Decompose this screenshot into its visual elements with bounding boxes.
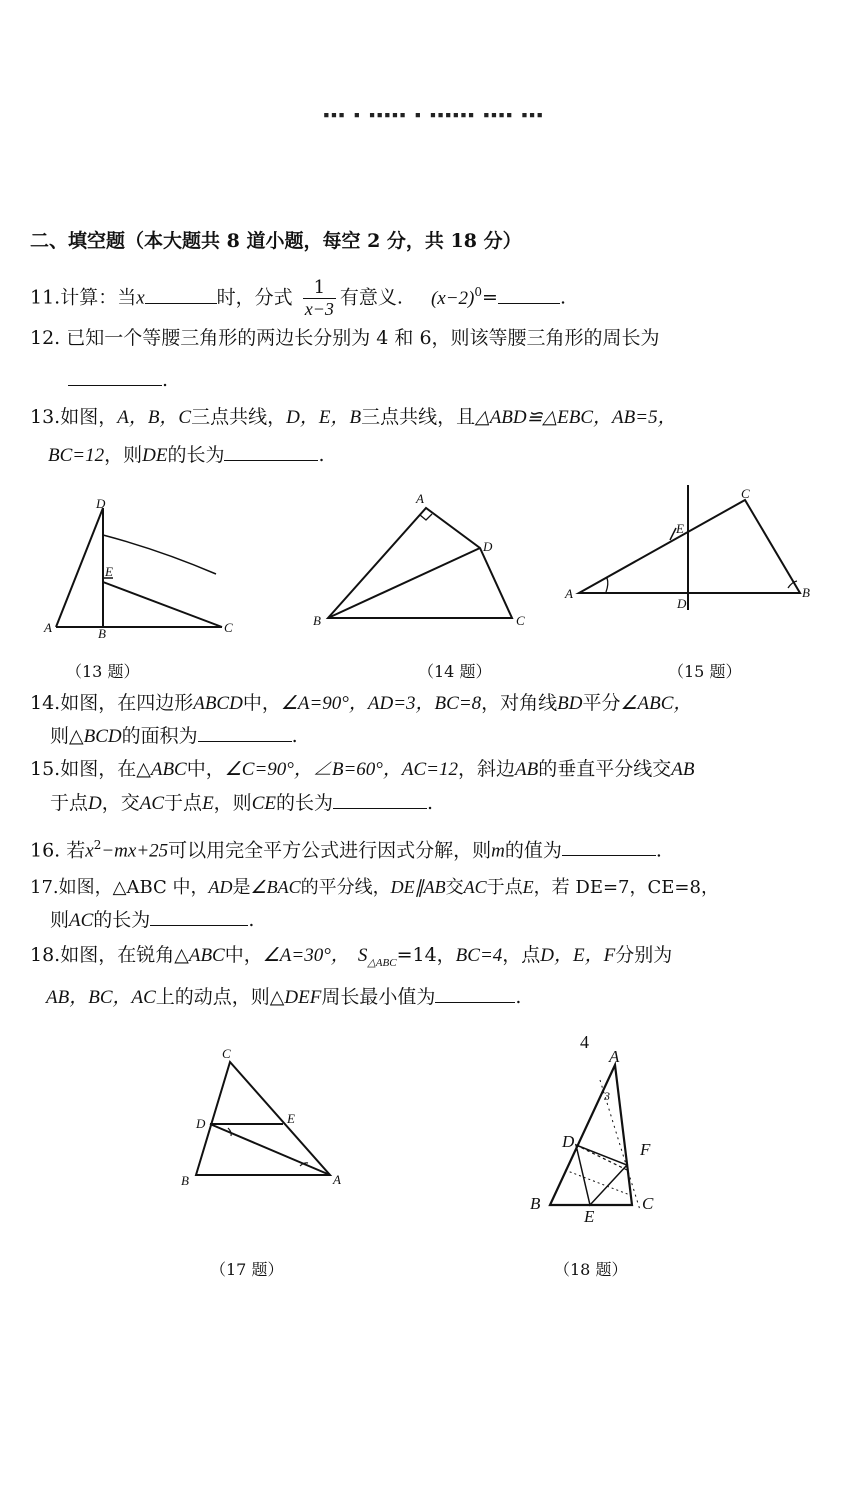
q18-t2: ABC xyxy=(188,945,225,966)
q17-t5: 的平分线， xyxy=(300,877,391,898)
q13-t2: A，B，C xyxy=(117,407,192,428)
q11-power-exp: 0 xyxy=(474,285,483,300)
q15-t6: AB xyxy=(515,759,539,780)
f17-label-e: E xyxy=(287,1111,295,1126)
q17-t11: ，若 DE=7，CE=8， xyxy=(533,877,719,898)
q15-t14: E xyxy=(202,793,214,814)
question-11 xyxy=(30,278,566,319)
q18-end: . xyxy=(515,986,522,1008)
figure-18 xyxy=(530,1032,654,1226)
q15-t15: ，则 xyxy=(213,792,252,814)
q13-t9: DE xyxy=(142,445,168,466)
q11-end: . xyxy=(559,286,566,309)
q14-blank[interactable] xyxy=(198,723,292,742)
q13-t5: 三点共线，且 xyxy=(361,406,476,428)
question-13-line1 xyxy=(30,404,677,431)
q18-t5: S xyxy=(357,945,368,966)
q17-end: . xyxy=(248,909,255,931)
q17-t9: 于点 xyxy=(486,877,523,898)
q12-end: . xyxy=(162,369,169,391)
f15-label-e: E xyxy=(676,521,684,536)
figures-row-1 xyxy=(0,480,867,680)
f15-label-d: D xyxy=(677,596,687,611)
q11-power-base: (x−2) xyxy=(430,287,475,309)
q15-t16: CE xyxy=(251,793,276,814)
section-title: 二、填空题（本大题共 8 道小题，每空 2 分，共 18 分） xyxy=(30,230,522,252)
q15-t13: 于点 xyxy=(164,792,203,814)
q17-t12: 则 xyxy=(50,909,70,931)
q18-t8: ，点 xyxy=(502,944,541,966)
q18-t10: 分别为 xyxy=(615,944,673,966)
q15-t1: 15.如图，在△ xyxy=(30,758,151,780)
f18-label-b: B xyxy=(530,1194,541,1213)
q14-t2: ABCD xyxy=(193,693,243,714)
q17-blank[interactable] xyxy=(150,907,248,926)
q17-t3: 是 xyxy=(232,877,251,898)
q13-t4: D，E，B xyxy=(286,407,362,428)
f13-label-e: E xyxy=(105,564,113,579)
q13-t1: 13.如图， xyxy=(30,406,118,428)
q14-end: . xyxy=(291,725,298,747)
f14-label-c: C xyxy=(516,613,525,628)
f17-label-b: B xyxy=(181,1173,189,1188)
q11-blank-2[interactable] xyxy=(498,285,560,304)
q14-t8: ∠ABC， xyxy=(620,693,693,714)
figure-13 xyxy=(43,496,233,641)
q18-t12: 上的动点，则△ xyxy=(155,986,285,1008)
q17-t8: AC xyxy=(463,877,487,897)
q16-t3: 的值为 xyxy=(504,839,562,862)
question-15-line1 xyxy=(30,756,694,783)
q18-t4: ∠A=30°， xyxy=(262,945,350,966)
caption-13: （13 题） xyxy=(66,662,140,681)
f18-label-c: C xyxy=(642,1194,654,1213)
q16-end: . xyxy=(655,839,662,862)
q18-sub: △ABC xyxy=(367,956,397,969)
f17-label-a: A xyxy=(333,1172,341,1187)
question-16 xyxy=(30,832,662,864)
question-17-line1 xyxy=(30,874,719,901)
question-17-line2 xyxy=(50,907,254,934)
q11-blank-1[interactable] xyxy=(145,285,217,304)
f14-label-b: B xyxy=(313,613,321,628)
q16-expr: −mx+25 xyxy=(101,840,169,862)
question-18-line1 xyxy=(30,942,672,976)
f18-note: 4 xyxy=(580,1032,589,1052)
q18-t6: =14， xyxy=(396,944,456,966)
q16-x: x xyxy=(85,840,94,862)
caption-18: （18 题） xyxy=(554,1260,628,1279)
f13-label-c: C xyxy=(224,620,233,635)
q18-t3: 中， xyxy=(224,944,263,966)
f15-label-c: C xyxy=(741,486,750,501)
q16-blank[interactable] xyxy=(562,837,656,856)
q13-t6: △ABD≌△EBC，AB=5， xyxy=(475,407,677,428)
q11-frac-numerator: 1 xyxy=(303,278,336,299)
q14-t3: 中， xyxy=(242,692,281,714)
q11-text-b: 时，分式 xyxy=(216,286,293,309)
q15-t17: 的长为 xyxy=(275,792,333,814)
q17-t7: 交 xyxy=(445,877,464,898)
figure-17 xyxy=(181,1046,341,1188)
figure-14 xyxy=(313,491,525,628)
question-13-line2 xyxy=(48,442,325,469)
q11-number: 11. xyxy=(30,286,61,309)
question-14-line2 xyxy=(50,723,298,750)
q13-end: . xyxy=(318,444,325,466)
q14-t1: 14.如图，在四边形 xyxy=(30,692,194,714)
q11-fraction xyxy=(303,278,336,319)
f18-label-e: E xyxy=(584,1207,595,1226)
q15-t7: 的垂直平分线交 xyxy=(538,758,672,780)
f18-label-a: A xyxy=(609,1047,620,1066)
q15-t12: AC xyxy=(139,793,165,814)
q16-m: m xyxy=(491,840,505,862)
q17-t1: 17.如图，△ABC 中， xyxy=(30,877,209,898)
q15-t9: 于点 xyxy=(50,792,89,814)
q18-t9: D，E，F xyxy=(540,945,616,966)
q18-t14: 周长最小值为 xyxy=(321,986,436,1008)
q16-t1: 16. 若 xyxy=(30,839,86,862)
f14-label-d: D xyxy=(483,539,493,554)
q16-sup: 2 xyxy=(93,838,102,852)
q15-t4: ∠C=90°，∠B=60°，AC=12 xyxy=(224,759,459,780)
q15-end: . xyxy=(426,792,434,814)
q14-t11: 的面积为 xyxy=(121,725,198,747)
caption-14: （14 题） xyxy=(418,662,492,681)
question-12: 12. 已知一个等腰三角形的两边长分别为 4 和 6，则该等腰三角形的周长为 xyxy=(30,327,660,349)
q17-t10: E xyxy=(522,877,534,897)
q15-t3: 中， xyxy=(186,758,225,780)
q18-t11: AB，BC，AC xyxy=(46,987,156,1008)
q18-t7: BC=4 xyxy=(455,945,503,966)
q18-t13: DEF xyxy=(284,987,322,1008)
f15-label-a: A xyxy=(565,586,573,601)
q14-t10: BCD xyxy=(83,726,122,747)
f17-label-d: D xyxy=(196,1116,206,1131)
q14-t5: ，对角线 xyxy=(481,692,558,714)
question-14-line1 xyxy=(30,690,692,717)
f17-label-c: C xyxy=(222,1046,231,1061)
f13-label-a: A xyxy=(44,620,52,635)
q13-t8: ，则 xyxy=(104,444,143,466)
q11-var: x xyxy=(136,287,145,309)
q17-t14: 的长为 xyxy=(93,909,151,931)
caption-17: （17 题） xyxy=(210,1260,284,1279)
q18-blank[interactable] xyxy=(435,984,515,1003)
q11-eq: = xyxy=(482,286,498,309)
q15-t2: ABC xyxy=(150,759,187,780)
q15-t11: ，交 xyxy=(101,792,140,814)
f13-label-b: B xyxy=(98,626,106,641)
q17-t13: AC xyxy=(69,910,94,931)
f13-label-d: D xyxy=(96,496,106,511)
q13-t7: BC=12 xyxy=(48,445,105,466)
f15-label-b: B xyxy=(802,585,810,600)
q14-t9: 则△ xyxy=(50,725,84,747)
f18-label-f: F xyxy=(640,1140,651,1159)
f14-label-a: A xyxy=(416,491,424,506)
question-12-answer xyxy=(68,367,168,393)
caption-15: （15 题） xyxy=(668,662,742,681)
q17-t6: DE∥AB xyxy=(390,877,446,897)
f18-angle: 3 xyxy=(604,1089,610,1103)
q18-t1: 18.如图，在锐角△ xyxy=(30,944,189,966)
header-mark: ▪▪▪ ▪ ▪▪▪▪▪ ▪ ▪▪▪▪▪▪ ▪▪▪▪ ▪▪▪ xyxy=(322,108,545,121)
figure-15 xyxy=(564,485,810,611)
figures-row-2 xyxy=(0,1020,867,1250)
q14-t6: BD xyxy=(557,693,583,714)
q15-t10: D xyxy=(88,793,102,814)
q12-blank[interactable] xyxy=(68,367,162,386)
q17-t4: ∠BAC xyxy=(250,877,301,897)
q11-text-c: 有意义. xyxy=(339,286,403,309)
q15-t8: AB xyxy=(671,759,695,780)
question-15-line2 xyxy=(50,790,433,817)
q16-t2: 可以用完全平方公式进行因式分解，则 xyxy=(168,839,492,862)
q14-t7: 平分 xyxy=(582,692,621,714)
q13-t3: 三点共线， xyxy=(191,406,287,428)
q13-t10: 的长为 xyxy=(167,444,225,466)
q13-blank[interactable] xyxy=(224,442,318,461)
q15-t5: ，斜边 xyxy=(458,758,516,780)
q17-t2: AD xyxy=(208,877,233,897)
q11-frac-denominator: x−3 xyxy=(304,299,334,319)
q14-t4: ∠A=90°，AD=3，BC=8 xyxy=(280,693,482,714)
question-18-line2 xyxy=(46,984,521,1011)
f18-label-d: D xyxy=(562,1132,575,1151)
q11-text-a: 计算：当 xyxy=(60,286,137,309)
q15-blank[interactable] xyxy=(333,790,427,809)
